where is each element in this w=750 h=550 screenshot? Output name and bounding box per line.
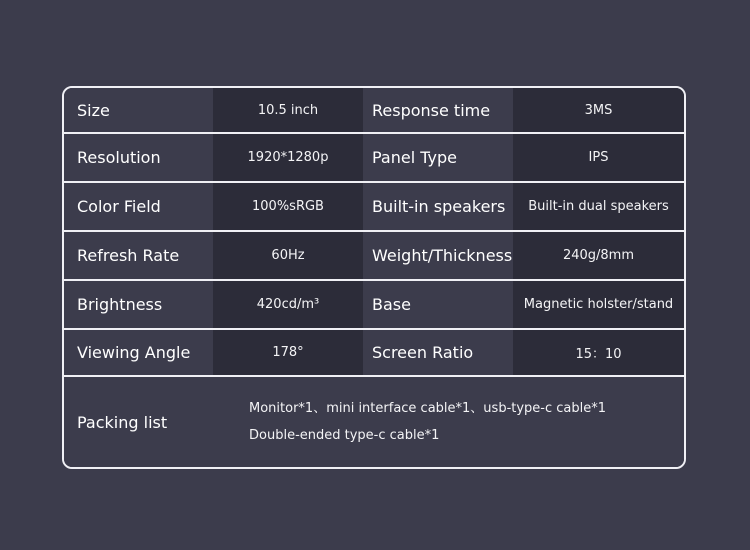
spec-value: 100%sRGB — [252, 199, 324, 214]
value-cell — [513, 183, 684, 230]
label-cell — [64, 183, 213, 230]
label-cell — [64, 88, 213, 132]
spec-label: Screen Ratio — [372, 343, 474, 362]
spec-row-refresh-rate — [64, 232, 684, 281]
spec-value: 178° — [272, 345, 304, 360]
label-cell — [64, 281, 213, 328]
label-cell — [64, 377, 213, 467]
value-cell — [513, 232, 684, 279]
packing-list-line: Monitor*1、mini interface cable*1、usb-type-c cable*1 — [249, 401, 607, 416]
label-cell — [64, 232, 213, 279]
spec-row-brightness — [64, 281, 684, 330]
spec-value: 60Hz — [271, 248, 305, 263]
spec-value: 10.5 inch — [257, 102, 319, 118]
value-cell — [213, 281, 363, 328]
value-cell — [513, 281, 684, 328]
spec-row-packing-list — [64, 377, 684, 467]
spec-label: Weight/Thickness — [372, 246, 513, 265]
spec-row-resolution — [64, 134, 684, 183]
label-cell — [363, 281, 513, 328]
spec-value: IPS — [588, 150, 609, 165]
value-cell — [213, 88, 363, 132]
spec-label: Base — [372, 295, 411, 314]
value-cell — [213, 330, 363, 375]
spec-value: 420cd/m³ — [256, 297, 320, 312]
label-cell — [64, 330, 213, 375]
value-cell — [213, 232, 363, 279]
value-cell — [213, 134, 363, 181]
label-cell — [363, 232, 513, 279]
spec-row-color-field — [64, 183, 684, 232]
spec-label: Built-in speakers — [372, 197, 506, 216]
spec-value: Magnetic holster/stand — [523, 297, 674, 312]
spec-label: Viewing Angle — [77, 343, 191, 362]
spec-value: Built-in dual speakers — [528, 199, 669, 214]
spec-value: 15：10 — [575, 347, 622, 362]
label-cell — [363, 183, 513, 230]
label-cell — [64, 134, 213, 181]
spec-label: Size — [77, 100, 110, 120]
spec-table — [62, 86, 686, 469]
value-cell — [513, 134, 684, 181]
value-cell — [513, 88, 684, 132]
spec-label: Resolution — [77, 148, 161, 167]
spec-label: Brightness — [77, 295, 163, 314]
spec-label: Refresh Rate — [77, 246, 180, 265]
spec-label: Panel Type — [372, 148, 457, 167]
label-cell — [363, 134, 513, 181]
value-cell — [513, 330, 684, 375]
value-cell — [213, 183, 363, 230]
spec-row-size — [64, 88, 684, 134]
label-cell — [363, 330, 513, 375]
spec-value: 3MS — [584, 102, 613, 118]
spec-value: 240g/8mm — [562, 248, 635, 263]
packing-list-value-cell — [213, 377, 684, 467]
label-cell — [363, 88, 513, 132]
spec-row-viewing-angle — [64, 330, 684, 377]
packing-list-label: Packing list — [77, 412, 168, 432]
packing-list-line: Double-ended type-c cable*1 — [249, 428, 440, 443]
spec-label: Response time — [372, 100, 491, 120]
spec-value: 1920*1280p — [247, 150, 329, 165]
spec-label: Color Field — [77, 197, 161, 216]
